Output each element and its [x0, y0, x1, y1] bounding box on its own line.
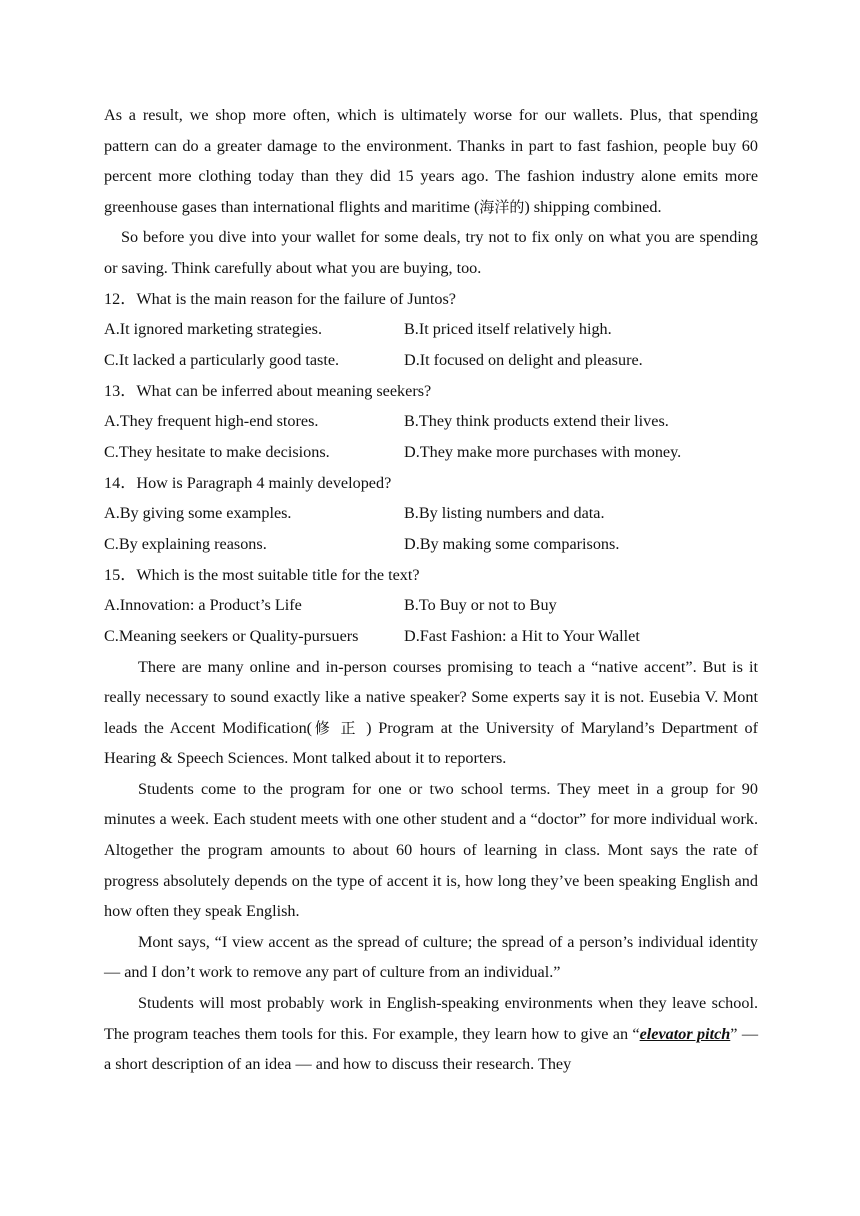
options-row — [104, 621, 758, 652]
option-b: B.To Buy or not to Buy — [404, 596, 557, 615]
options-row — [104, 590, 758, 621]
paragraph-text-tail: ) shipping combined. — [524, 197, 662, 216]
option-b: B.By listing numbers and data. — [404, 504, 605, 523]
document-page — [104, 100, 758, 1080]
question-number: 12． — [104, 289, 137, 308]
question-text: What can be inferred about meaning seekers? — [136, 381, 432, 400]
paragraph-fast-fashion — [104, 100, 758, 222]
question-12 — [104, 284, 758, 315]
option-a: A.It ignored marketing strategies. — [104, 320, 323, 339]
paragraph-text-tail: ” — a short description of an idea — and how to discuss their research. They — [104, 1024, 759, 1074]
option-c: C.By explaining reasons. — [104, 534, 267, 553]
question-text: Which is the most suitable title for the text? — [136, 565, 420, 584]
options-row — [104, 314, 758, 345]
question-13 — [104, 376, 758, 407]
question-14 — [104, 468, 758, 499]
question-15 — [104, 560, 758, 591]
options-row — [104, 437, 758, 468]
paragraph-mont-quote: Mont says, “I view accent as the spread of culture; the spread of a person’s individual identity — and I don’t work to remove any part of culture from an individual.” — [104, 932, 758, 982]
question-number: 13． — [104, 381, 137, 400]
paragraph-text: Students will most probably work in English-speaking environments when they leave school. The program teaches them tools for this. For example, they learn how to give an “ — [104, 994, 758, 1043]
question-text: How is Paragraph 4 mainly developed? — [136, 473, 392, 492]
chinese-gloss: 海洋的 — [479, 197, 525, 216]
paragraph-accent-intro — [104, 652, 758, 774]
highlighted-term: elevator pitch — [639, 1024, 731, 1043]
paragraph-text-tail: ) Program at the University of Maryland’s Department of Hearing & Speech Sciences. Mont talked about it to reporters. — [104, 718, 758, 768]
question-number: 14． — [104, 473, 137, 492]
option-a: A.They frequent high-end stores. — [104, 412, 319, 431]
option-d: D.Fast Fashion: a Hit to Your Wallet — [404, 626, 640, 645]
chinese-gloss: 修正 — [312, 718, 367, 737]
option-c: C.Meaning seekers or Quality-pursuers — [104, 626, 359, 645]
paragraph-elevator-pitch — [104, 988, 758, 1080]
paragraph-conclusion: So before you dive into your wallet for some deals, try not to fix only on what you are spending or saving. Think carefully about what you are buying, too. — [104, 228, 758, 277]
options-row — [104, 498, 758, 529]
option-c: C.It lacked a particularly good taste. — [104, 350, 340, 369]
options-row — [104, 529, 758, 560]
paragraph-text: There are many online and in-person courses promising to teach a “native accent”. But is it really necessary to sound exactly like a native speaker? Some experts say it is not. Eusebia V. Mont leads the Accent Modification( — [104, 657, 758, 737]
option-b: B.It priced itself relatively high. — [404, 320, 612, 339]
question-number: 15． — [104, 565, 137, 584]
option-d: D.It focused on delight and pleasure. — [404, 350, 643, 369]
option-a: A.Innovation: a Product’s Life — [104, 596, 302, 615]
option-a: A.By giving some examples. — [104, 504, 292, 523]
option-d: D.By making some comparisons. — [404, 534, 620, 553]
option-b: B.They think products extend their lives. — [404, 412, 669, 431]
option-d: D.They make more purchases with money. — [404, 442, 682, 461]
options-row — [104, 406, 758, 437]
option-c: C.They hesitate to make decisions. — [104, 442, 330, 461]
question-text: What is the main reason for the failure of Juntos? — [136, 289, 456, 308]
paragraph-text: As a result, we shop more often, which is ultimately worse for our wallets. Plus, that spending pattern can do a greater damage to the environment. Thanks in part to fast fashion, people buy 60 percent more clothing today than they did 15 years ago. The fashion industry alone emits more greenhouse gases than international flights and maritime ( — [104, 106, 758, 216]
options-row — [104, 345, 758, 376]
paragraph-program-details: Students come to the program for one or two school terms. They meet in a group for 90 minutes a week. Each student meets with one other student and a “doctor” for more individual work. Altogether the program amounts to about 60 hours of learning in class. Mont says the rate of progress absolutely depends on the type of accent it is, how long they’ve been speaking English and how often they speak English. — [104, 779, 758, 921]
